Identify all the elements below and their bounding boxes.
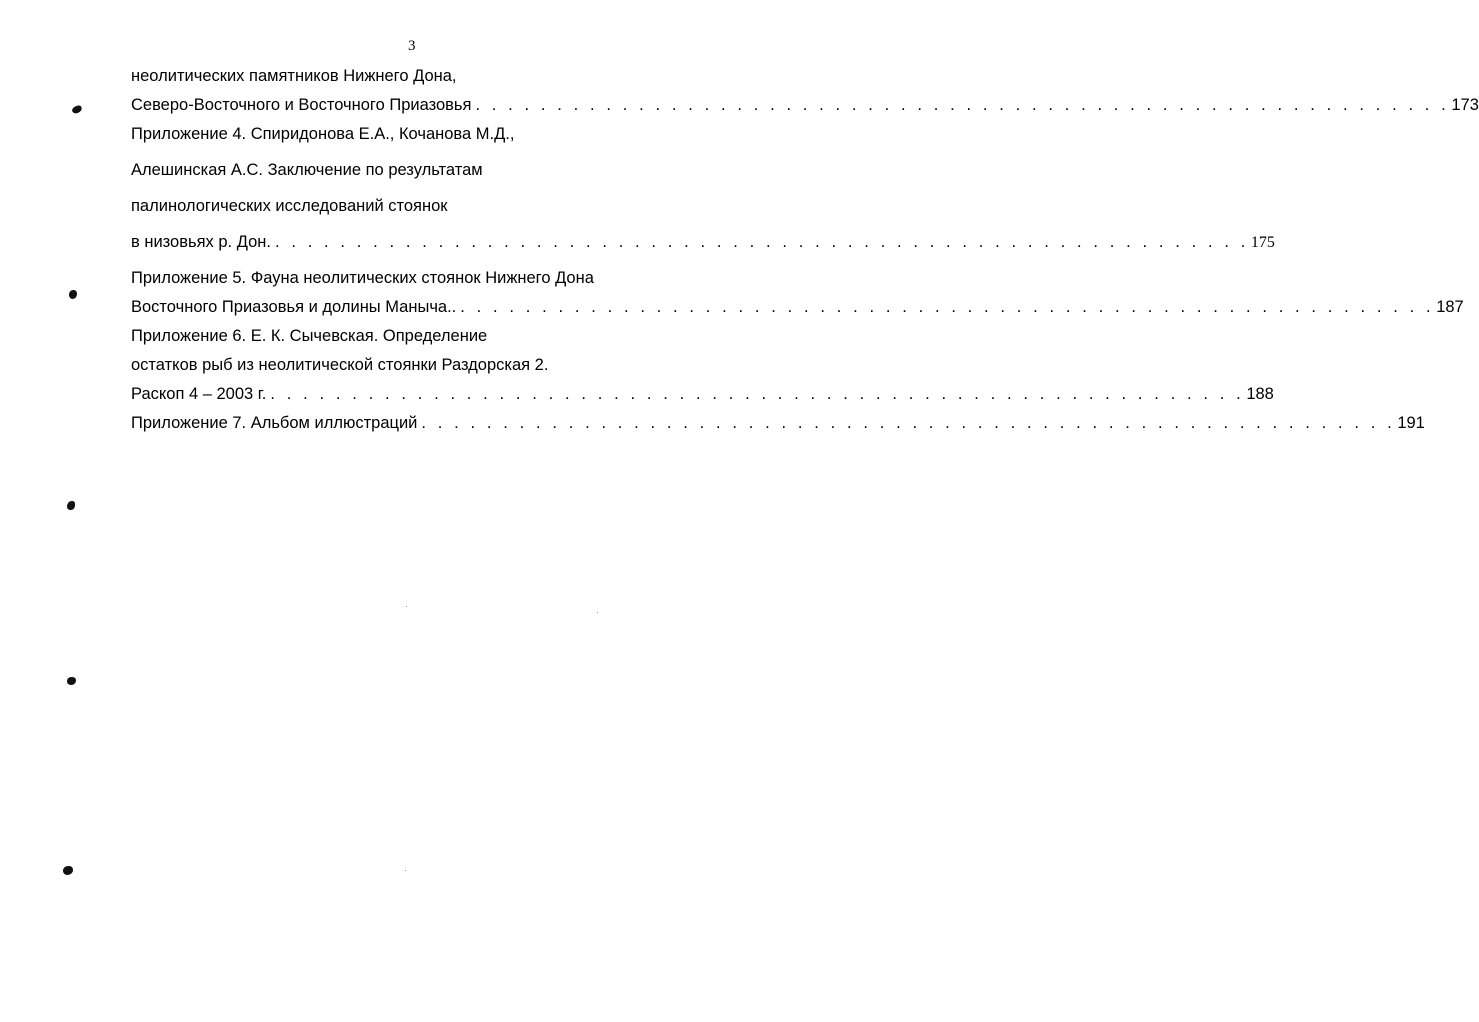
scan-speck [67, 501, 75, 510]
toc-line: остатков рыб из неолитической стоянки Раздорская 2. [131, 356, 549, 374]
dot-leader: . . . . . . . . . . . . . . . . . . . . . . . . . . . . . . . . . . . . . . . . . . . . . . . . . . . . . . . . . . . . [475, 96, 1450, 114]
toc-line: Приложение 6. Е. К. Сычевская. Определение [131, 327, 488, 345]
scan-speck [406, 606, 407, 607]
scan-speck [69, 290, 77, 299]
toc-line: палинологических исследований стоянок [131, 197, 448, 215]
toc-line: в низовьях р. Дон. [131, 233, 271, 251]
toc-line: Восточного Приазовья и долины Маныча.. [131, 298, 457, 316]
dot-leader: . . . . . . . . . . . . . . . . . . . . . . . . . . . . . . . . . . . . . . . . . . . . . . . . . . . . . . . . . . . . [270, 385, 1245, 403]
toc-page-number: 175 [1250, 234, 1275, 251]
page-number: 3 [408, 38, 416, 54]
toc-page-number: 187 [1436, 298, 1464, 316]
toc-line: Приложение 5. Фауна неолитических стоянок Нижнего Дона [131, 269, 594, 287]
toc-page-number: 188 [1246, 385, 1274, 403]
scan-speck [71, 105, 83, 115]
toc-page-number: 191 [1397, 414, 1425, 432]
toc-line: Раскоп 4 – 2003 г. [131, 385, 267, 403]
toc-entry [131, 297, 1464, 317]
scan-speck [67, 677, 76, 685]
dot-leader: . . . . . . . . . . . . . . . . . . . . . . . . . . . . . . . . . . . . . . . . . . . . . . . . . . . . . . . . . . . . [421, 414, 1396, 432]
dot-leader: . . . . . . . . . . . . . . . . . . . . . . . . . . . . . . . . . . . . . . . . . . . . . . . . . . . . . . . . . . . . [460, 298, 1435, 316]
toc-line: неолитических памятников Нижнего Дона, [131, 67, 457, 85]
dot-leader: . . . . . . . . . . . . . . . . . . . . . . . . . . . . . . . . . . . . . . . . . . . . . . . . . . . . . . . . . . . . [274, 233, 1249, 251]
scan-speck [405, 870, 406, 871]
toc-entry [131, 384, 1274, 404]
toc-entry [131, 232, 1275, 253]
toc-line: Северо-Восточного и Восточного Приазовья [131, 96, 472, 114]
toc-line: Приложение 7. Альбом иллюстраций [131, 414, 418, 432]
toc-line: Алешинская А.С. Заключение по результатам [131, 161, 483, 179]
scan-speck [63, 866, 73, 875]
scan-speck [597, 612, 598, 613]
toc-line: Приложение 4. Спиридонова Е.А., Кочанова М.Д., [131, 125, 515, 143]
toc-page-number: 173 [1451, 96, 1479, 114]
toc-entry [131, 413, 1425, 433]
toc-entry [131, 95, 1479, 115]
